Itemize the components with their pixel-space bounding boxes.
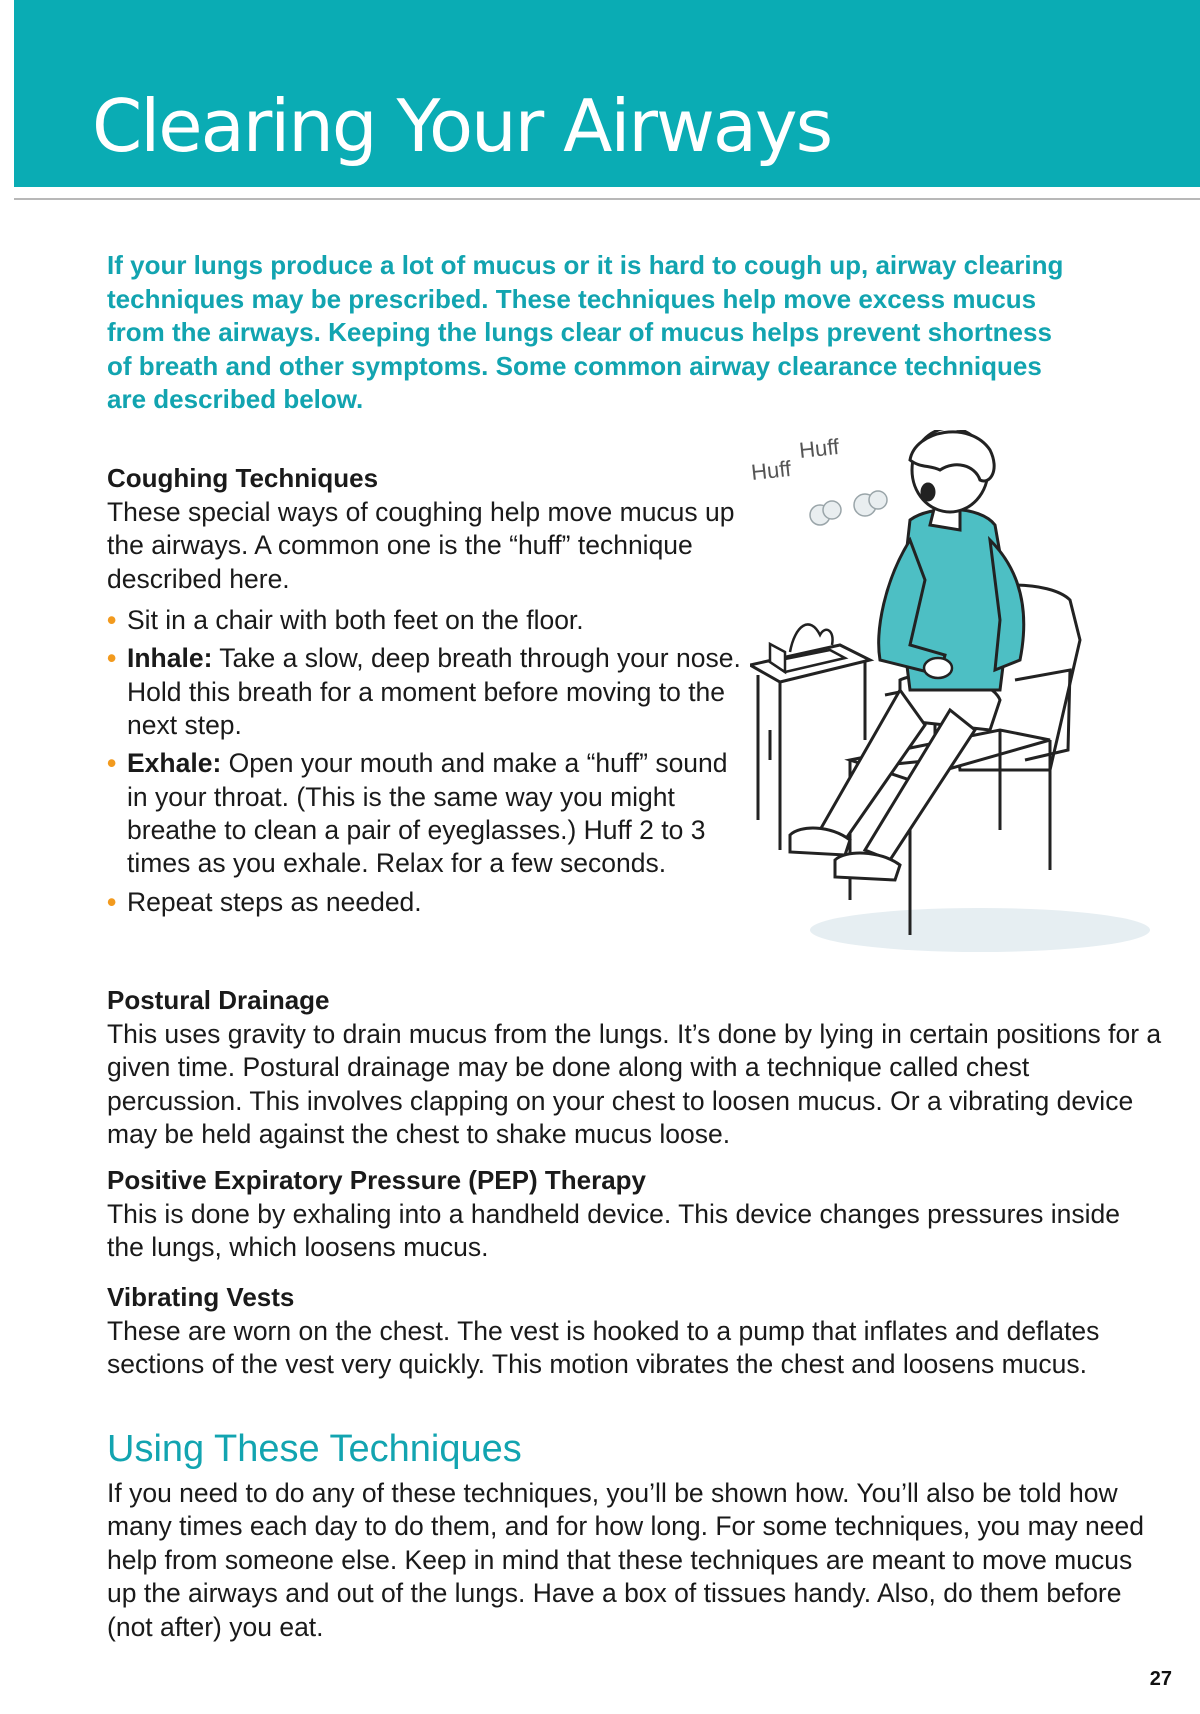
list-item xyxy=(107,642,747,742)
huff-steps-list xyxy=(107,604,747,924)
step-label: Inhale: xyxy=(127,643,213,674)
list-item xyxy=(107,604,747,637)
step-text: Sit in a chair with both feet on the floor. xyxy=(127,605,584,635)
pep-therapy-heading: Positive Expiratory Pressure (PEP) Therapy xyxy=(107,1165,646,1195)
page-number: 27 xyxy=(1149,1668,1172,1690)
using-techniques-body: If you need to do any of these techniques, you’ll be shown how. You’ll also be told how many times each day to do them, and for how long. For some techniques, you may need help from someone else. Keep in mind that these techniques are meant to move mucus up the airways and out of the lungs. Have a box of tissues handy. Also, do them before (not after) you eat. xyxy=(107,1478,1145,1642)
using-techniques-heading: Using These Techniques xyxy=(107,1428,522,1470)
step-text: Open your mouth and make a “huff” sound in your throat. (This is the same way you might breathe to clean a pair of eyeglasses.) Huff 2 to 3 times as you exhale. Relax for a few seconds. xyxy=(127,748,728,879)
step-label: Exhale: xyxy=(127,748,222,779)
coughing-techniques-heading: Coughing Techniques xyxy=(107,463,379,493)
breath-puff-icon xyxy=(810,491,887,525)
huff-cough-illustration xyxy=(750,430,1150,970)
postural-drainage-heading: Postural Drainage xyxy=(107,985,330,1015)
vibrating-vests-heading: Vibrating Vests xyxy=(107,1282,295,1312)
postural-drainage-body: This uses gravity to drain mucus from the lungs. It’s done by lying in certain positions for a given time. Postural drainage may be done along with a technique called chest percussion. This involves clapping on your chest to loosen mucus. Or a vibrating device may be held against the chest to shake mucus loose. xyxy=(107,1019,1162,1150)
intro-paragraph: If your lungs produce a lot of mucus or it is hard to cough up, airway clearing techniques may be prescribed. These techniques help move excess mucus from the airways. Keeping the lungs clear of mucus helps prevent shortness of breath and other symptoms. Some common airway clearance techniques are described below. xyxy=(107,250,1064,414)
bullet-icon: • xyxy=(107,605,117,635)
step-text: Take a slow, deep breath through your nose. Hold this breath for a moment before moving to the next step. xyxy=(127,643,741,741)
bullet-icon: • xyxy=(107,886,117,917)
bullet-icon: • xyxy=(107,748,117,779)
floor-shadow xyxy=(810,908,1150,952)
huff-label-left: Huff xyxy=(750,455,793,485)
list-item xyxy=(107,886,747,919)
page-title: Clearing Your Airways xyxy=(92,84,832,168)
header-divider xyxy=(14,198,1200,200)
bullet-icon: • xyxy=(107,643,117,674)
coughing-techniques-body: These special ways of coughing help move mucus up the airways. A common one is the “huff” technique described here. xyxy=(107,497,735,594)
huff-label-right: Huff xyxy=(797,433,841,463)
person-hand xyxy=(924,658,952,678)
step-text: Repeat steps as needed. xyxy=(127,886,422,917)
list-item xyxy=(107,747,747,881)
pep-therapy-body: This is done by exhaling into a handheld device. This device changes pressures inside the lungs, which loosens mucus. xyxy=(107,1199,1121,1263)
vibrating-vests-body: These are worn on the chest. The vest is hooked to a pump that inflates and deflates sections of the vest very quickly. This motion vibrates the chest and loosens mucus. xyxy=(107,1316,1100,1380)
